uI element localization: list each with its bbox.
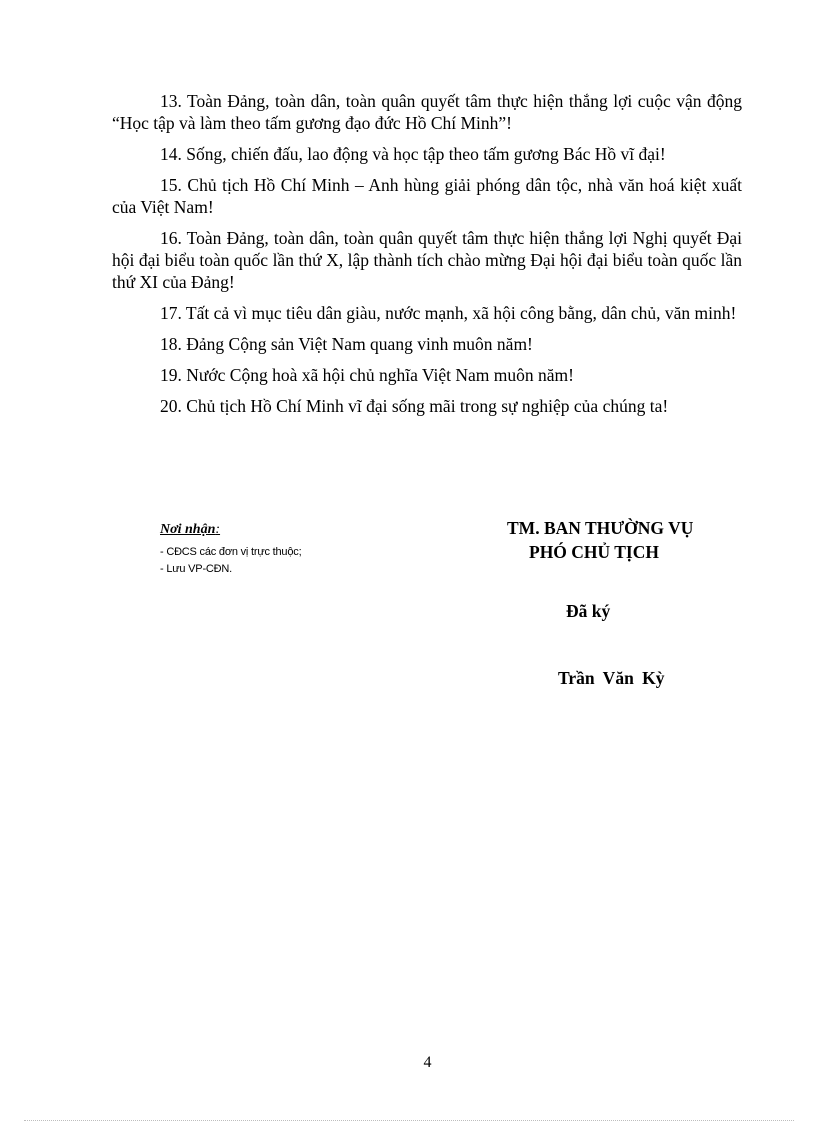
page-number: 4 — [423, 1054, 432, 1071]
slogan-18: 18. Đảng Cộng sản Việt Nam quang vinh muôn năm! — [160, 334, 533, 354]
slogan-16: 16. Toàn Đảng, toàn dân, toàn quân quyết tâm thực hiện thắng lợi Nghị quyết Đại hội đại biểu toàn quốc lần thứ X, lập thành tích chào mừng Đại hội đại biểu toàn quốc lần thứ XI của Đảng! — [112, 228, 742, 292]
signature-title: PHÓ CHỦ TỊCH — [529, 542, 659, 562]
slogan-15: 15. Chủ tịch Hồ Chí Minh – Anh hùng giải phóng dân tộc, nhà văn hoá kiệt xuất của Việt Nam! — [112, 175, 742, 217]
slogan-14: 14. Sống, chiến đấu, lao động và học tập theo tấm gương Bác Hồ vĩ đại! — [160, 144, 666, 164]
page-bottom-divider — [24, 1120, 794, 1121]
signature-organization: TM. BAN THƯỜNG VỤ — [507, 518, 694, 538]
recipient-item: - Lưu VP-CĐN. — [160, 563, 232, 575]
recipients-heading — [160, 522, 420, 538]
recipients-block — [160, 522, 420, 578]
slogan-19: 19. Nước Cộng hoà xã hội chủ nghĩa Việt Nam muôn năm! — [160, 365, 574, 385]
slogan-13: 13. Toàn Đảng, toàn dân, toàn quân quyết tâm thực hiện thắng lợi cuộc vận động “Học tập và làm theo tấm gương đạo đức Hồ Chí Minh”! — [112, 91, 742, 133]
signer-name: Trần Văn Kỳ — [558, 668, 665, 688]
slogan-17: 17. Tất cả vì mục tiêu dân giàu, nước mạnh, xã hội công bằng, dân chủ, văn minh! — [160, 303, 737, 323]
slogan-20: 20. Chủ tịch Hồ Chí Minh vĩ đại sống mãi trong sự nghiệp của chúng ta! — [160, 396, 669, 416]
recipient-item: - CĐCS các đơn vị trực thuộc; — [160, 546, 302, 558]
recipients-colon: : — [215, 522, 221, 537]
slogan-list — [112, 90, 742, 426]
signature-signed-mark: Đã ký — [566, 601, 611, 621]
recipients-label: Nơi nhận — [160, 522, 216, 537]
